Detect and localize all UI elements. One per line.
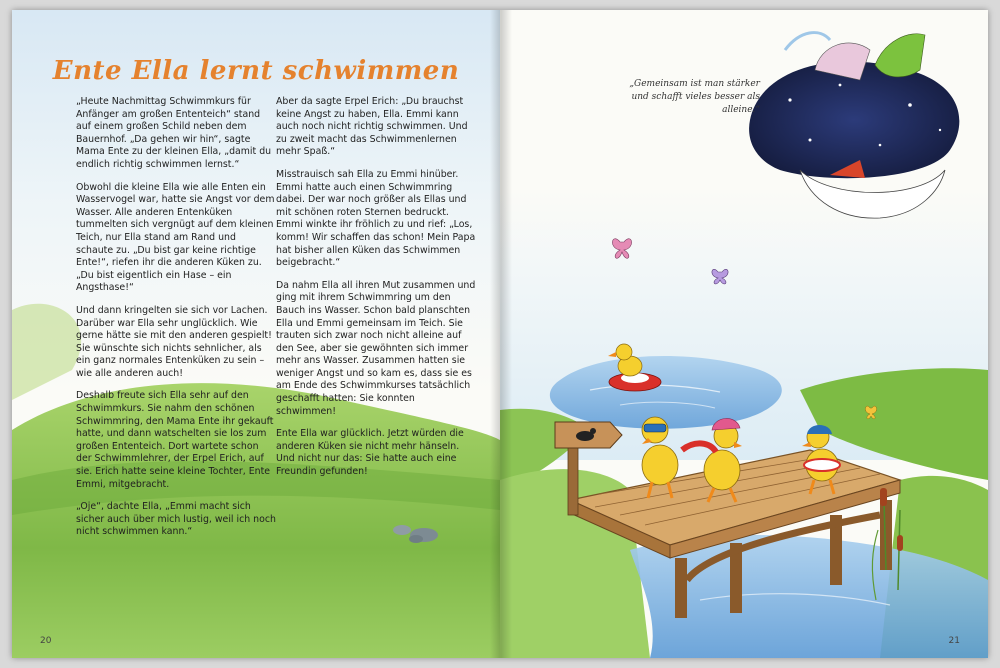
story-title: Ente Ella lernt schwimmen <box>52 56 460 86</box>
paragraph: Und dann kringelten sie sich vor Lachen. Darüber war Ella sehr unglücklich. Wie gerne hätte sie mit den anderen gespielt! Sie wünschte sich nichts sehnlicher, als ein ganz normales Entenküken zu sein – wie alle anderen auch! <box>76 304 272 379</box>
paragraph: Obwohl die kleine Ella wie alle Enten ein Wasservogel war, hatte sie Angst vor dem Wasser. Alle anderen Entenküken tummelten sich vergnügt auf dem kleinen Teich, nur Ella stand am Rand und schaute zu. „Du bist gar keine richtige Ente!“, riefen ihr die anderen Küken zu. „Du bist eigentlich ein Hase – ein Angsthase!“ <box>76 181 275 294</box>
right-page <box>500 10 988 658</box>
text-column-2 <box>276 96 476 489</box>
quote: „Gemeinsam ist man stärker und schafft vieles besser als alleine.“ <box>629 79 760 115</box>
paragraph: Aber da sagte Erpel Erich: „Du brauchst keine Angst zu haben, Ella. Emmi kann auch noch nicht richtig schwimmen. Und zu zweit macht das Schwimmenlernen mehr Spaß.“ <box>276 96 468 158</box>
paragraph: Deshalb freute sich Ella sehr auf den Schwimmkurs. Sie nahm den schönen Schwimmring, den Mama Ente ihr gekauft hatte, und dann watschelten sie los zum großen Ententeich. Dort wartete schon der Schwimmlehrer, der Erpel Erich, auf sie. Erich hatte seine kleine Tochter, Ente Emmi, mitgebracht. <box>76 390 274 490</box>
stone <box>393 525 411 535</box>
stone <box>409 535 423 543</box>
paragraph: Misstrauisch sah Ella zu Emmi hinüber. Emmi hatte auch einen Schwimmring dabei. Der war noch größer als Ellas und mit schönen roten Sternen bedruckt. Emmi winkte ihr fröhlich zu und rief: „Los, komm! Wir schaffen das schon! Mein Papa hat bisher allen Küken das Schwimmen beigebracht.“ <box>276 168 476 269</box>
book-spread <box>12 10 988 658</box>
left-page <box>12 10 500 658</box>
page-number-left: 20 <box>40 636 52 646</box>
paragraph: „Oje“, dachte Ella, „Emmi macht sich sicher auch über mich lustig, weil ich noch nicht schwimmen kann.“ <box>76 501 276 538</box>
paragraph: Ente Ella war glücklich. Jetzt würden die anderen Küken sie nicht mehr hänseln. Und nicht nur das: Sie hatte auch eine Freundin gefunden! <box>276 428 464 478</box>
page-number-right: 21 <box>948 636 960 646</box>
text-column-1 <box>76 96 276 549</box>
paragraph: Da nahm Ella all ihren Mut zusammen und ging mit ihrem Schwimmring um den Bauch ins Wasser. Schon bald planschten Ella und Emmi gemeinsam im Teich. Sie trauten sich zwar noch nicht alleine auf den See, aber sie gewöhnten sich immer mehr ans Wasser. Zusammen hatten sie weniger Angst und so kam es, dass sie es am Ende des Schwimmkurses tatsächlich geschafft hatten: Sie konnten schwimmen! <box>276 279 476 417</box>
paragraph: „Heute Nachmittag Schwimmkurs für Anfänger am großen Ententeich“ stand auf einem großen Schild neben dem Bauernhof. „Da gehen wir hin“, sagte Mama Ente zu der kleinen Ella, „damit du endlich richtig schwimmen lernst.“ <box>76 96 272 170</box>
